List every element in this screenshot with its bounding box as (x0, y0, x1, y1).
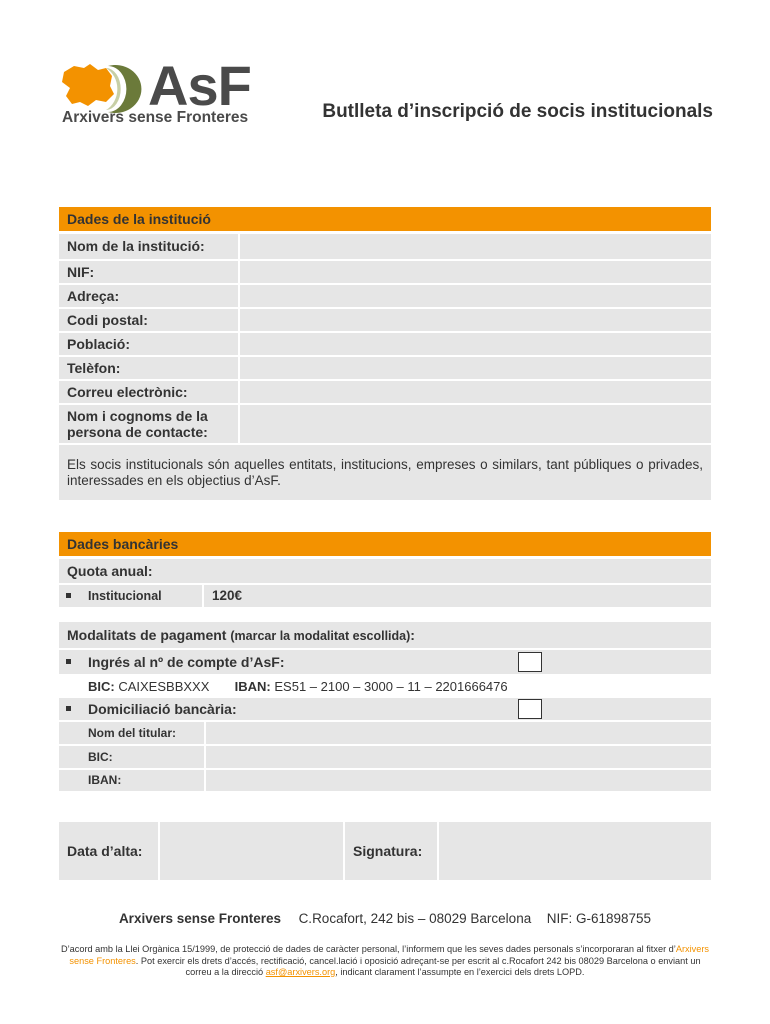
label-nif: NIF: (59, 261, 238, 283)
nif-field[interactable] (240, 261, 711, 283)
label-email: Correu electrònic: (59, 381, 238, 403)
iban2-field[interactable] (206, 770, 711, 791)
bic-value: CAIXESBBXXX (118, 679, 210, 694)
bullet-icon (66, 706, 71, 711)
label-address: Adreça: (59, 285, 238, 307)
label-city: Població: (59, 333, 238, 355)
payment-hint: (marcar la modalitat escollida) (230, 629, 411, 643)
quota-type: Institucional (88, 589, 162, 603)
quota-label: Quota anual: (59, 559, 711, 583)
bic2-field[interactable] (206, 746, 711, 768)
email-field[interactable] (240, 381, 711, 403)
asf-logo (60, 54, 260, 130)
signature-label: Signatura: (345, 822, 437, 880)
date-label: Data d’alta: (59, 822, 158, 880)
footer-legal-note (59, 944, 711, 979)
logo-subtitle: Arxivers sense Fronteres (62, 109, 249, 126)
bullet-icon (66, 659, 71, 664)
bic-label: BIC: (88, 679, 115, 694)
footer-address-line (59, 910, 711, 928)
footer-address: C.Rocafort, 242 bis – 08029 Barcelona (298, 911, 532, 926)
footer-org: Arxivers sense Fronteres (118, 911, 282, 926)
label-contact-person (59, 405, 238, 443)
contact-label-line1: Nom i cognoms de la (67, 408, 208, 424)
iban2-label: IBAN: (59, 770, 204, 791)
legal-email-link[interactable]: asf@arxivers.org (265, 967, 336, 977)
page-title: Butlleta d’inscripció de socis institucionals (322, 101, 713, 122)
logo-map-icon (60, 58, 146, 114)
iban-label: IBAN: (234, 679, 271, 694)
legal-org: Arxivers sense Fronteres (69, 944, 710, 966)
contact-person-field[interactable] (240, 405, 711, 443)
label-phone: Telèfon: (59, 357, 238, 379)
postal-code-field[interactable] (240, 309, 711, 331)
payment-option-direct-debit (59, 698, 711, 720)
label-institution-name: Nom de la institució: (59, 234, 238, 259)
signature-field[interactable] (439, 822, 711, 880)
bic2-label: BIC: (59, 746, 204, 768)
option-transfer-label: Ingrés al nº de compte d’AsF: (88, 654, 285, 670)
contact-label-line2: persona de contacte: (67, 424, 208, 440)
section-header-institution: Dades de la institució (59, 207, 711, 231)
logo-wordmark: AsF (148, 54, 251, 117)
institution-note: Els socis institucionals són aquelles entitats, institucions, empreses o similars, tant públiques o privades, interessades en els objectius d’AsF. (59, 445, 711, 500)
direct-debit-checkbox[interactable] (518, 699, 542, 719)
bullet-icon (66, 593, 71, 598)
payment-methods-label (59, 622, 711, 648)
date-field[interactable] (160, 822, 343, 880)
address-field[interactable] (240, 285, 711, 307)
payment-label: Modalitats de pagament (67, 627, 227, 643)
institution-name-field[interactable] (240, 234, 711, 259)
transfer-checkbox[interactable] (518, 652, 542, 672)
iban-value: ES51 – 2100 – 3000 – 11 – 2201666476 (274, 679, 508, 694)
holder-field[interactable] (206, 722, 711, 744)
legal-text-1: D’acord amb la Llei Orgànica 15/1999, de protecció de dades de caràcter personal, l’informem que les seves dades personals s’incorporaran al fitxer d’ (60, 944, 676, 954)
phone-field[interactable] (240, 357, 711, 379)
legal-text-3: , indicant clarament l’assumpte en l’exercici dels drets LOPD. (335, 967, 585, 977)
quota-type-cell (59, 585, 202, 607)
holder-label: Nom del titular: (59, 722, 204, 744)
payment-option-transfer (59, 650, 711, 674)
payment-colon: : (410, 627, 415, 643)
quota-amount: 120€ (204, 585, 711, 607)
section-header-bank: Dades bancàries (59, 532, 711, 556)
label-postal-code: Codi postal: (59, 309, 238, 331)
bank-account-details (59, 676, 711, 698)
option-direct-debit-label: Domiciliació bancària: (88, 701, 237, 717)
legal-text-2: . Pot exercir els drets d’accés, rectificació, cancel.lació i oposició adreçant-se per escrit al c.Rocafort 242 bis 08029 Barcelona o enviant un correu a la direcció (135, 955, 701, 977)
footer-nif: NIF: G-61898755 (546, 911, 652, 926)
city-field[interactable] (240, 333, 711, 355)
